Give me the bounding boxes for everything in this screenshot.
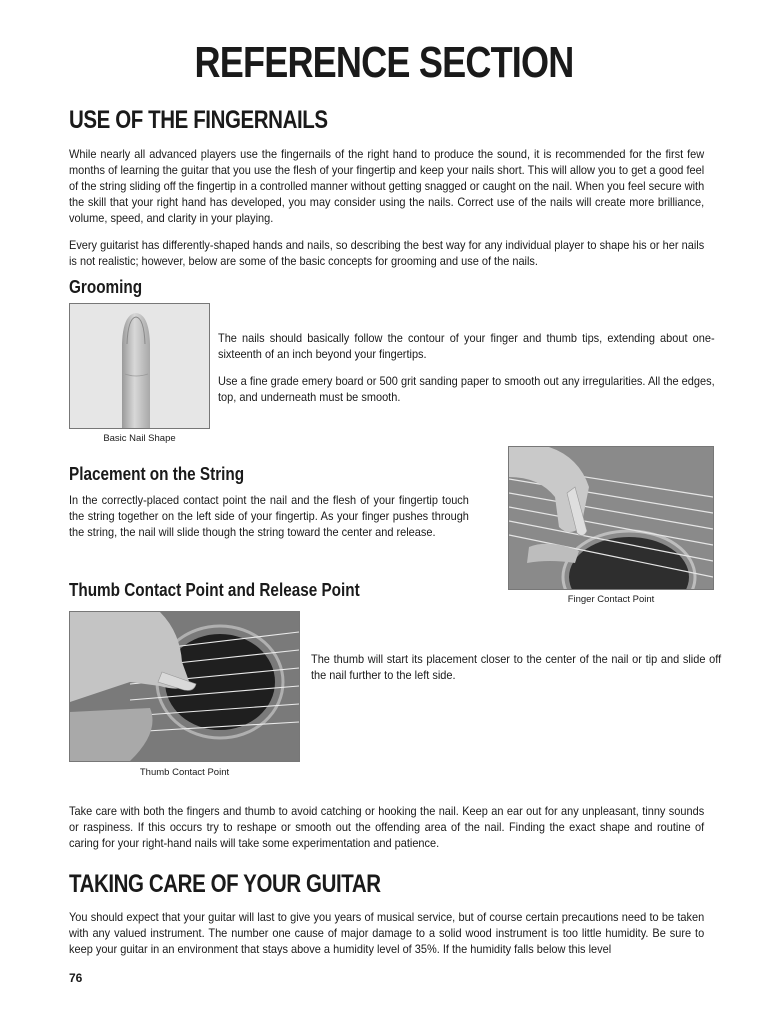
page-title: REFERENCE SECTION: [194, 38, 574, 87]
placement-paragraph: In the correctly-placed contact point the nail and the flesh of your fingertip touch the string together on the left side of your fingertip. As your finger pushes through the string, the nail will slide though the string toward the center and release.: [69, 493, 469, 539]
grooming-paragraph-1: The nails should basically follow the contour of your finger and thumb tips, extending about one-sixteenth of an inch beyond your fingertips.: [218, 331, 715, 361]
subheading-grooming: Grooming: [69, 277, 143, 297]
page-number: 76: [69, 971, 83, 985]
fingernails-paragraph-2: Every guitarist has differently-shaped hands and nails, so describing the best way for any individual player to shape his or her nails is not realistic; however, below are some of the basic concepts for grooming and use of the nails.: [69, 238, 705, 268]
subheading-thumb: Thumb Contact Point and Release Point: [69, 580, 360, 600]
nail-shape-caption: Basic Nail Shape: [103, 433, 176, 444]
fingernails-paragraph-1: While nearly all advanced players use the fingernails of the right hand to produce the sound, it is recommended for the first few months of learning the guitar that you use the flesh of your fingertip and keep your nails short. This will allow you to get a good feel of the string sliding off the fingertip in a controlled manner without getting snagged or caught on the nail. When you feel secure with the skill that your right hand has developed, you may consider using the nails. Correct use of the nails will create more brilliance, volume, speed, and clarity in your playing.: [69, 147, 705, 225]
finger-contact-caption: Finger Contact Point: [567, 594, 655, 605]
thumb-paragraph: The thumb will start its placement closer to the center of the nail or tip and slide off the nail further to the left side.: [311, 652, 722, 682]
section-heading-fingernails: USE OF THE FINGERNAILS: [69, 106, 328, 134]
finger-contact-photo: [508, 446, 714, 590]
nail-shape-photo: [69, 303, 210, 429]
thumb-contact-photo: [69, 611, 300, 762]
grooming-paragraph-2: Use a fine grade emery board or 500 grit sanding paper to smooth out any irregularities. All the edges, top, and underneath must be smooth.: [218, 374, 715, 404]
section-heading-guitar-care: TAKING CARE OF YOUR GUITAR: [69, 870, 381, 898]
care-note-paragraph: Take care with both the fingers and thumb to avoid catching or hooking the nail. Keep an ear out for any unpleasant, tinny sounds or raspiness. If this occurs try to reshape or smooth out the offending area of the nail. Finding the exact shape and routine of caring for your right-hand nails will take some experimentation and patience.: [69, 804, 705, 850]
thumb-contact-caption: Thumb Contact Point: [139, 767, 230, 778]
guitar-care-paragraph: You should expect that your guitar will last to give you years of musical service, but of course certain precautions need to be taken with any valued instrument. The number one cause of major damage to a solid wood instrument is too little humidity. Be sure to keep your guitar in an environment that stays above a humidity level of 35%. If the humidity falls below this level: [69, 910, 705, 956]
subheading-placement: Placement on the String: [69, 464, 245, 484]
